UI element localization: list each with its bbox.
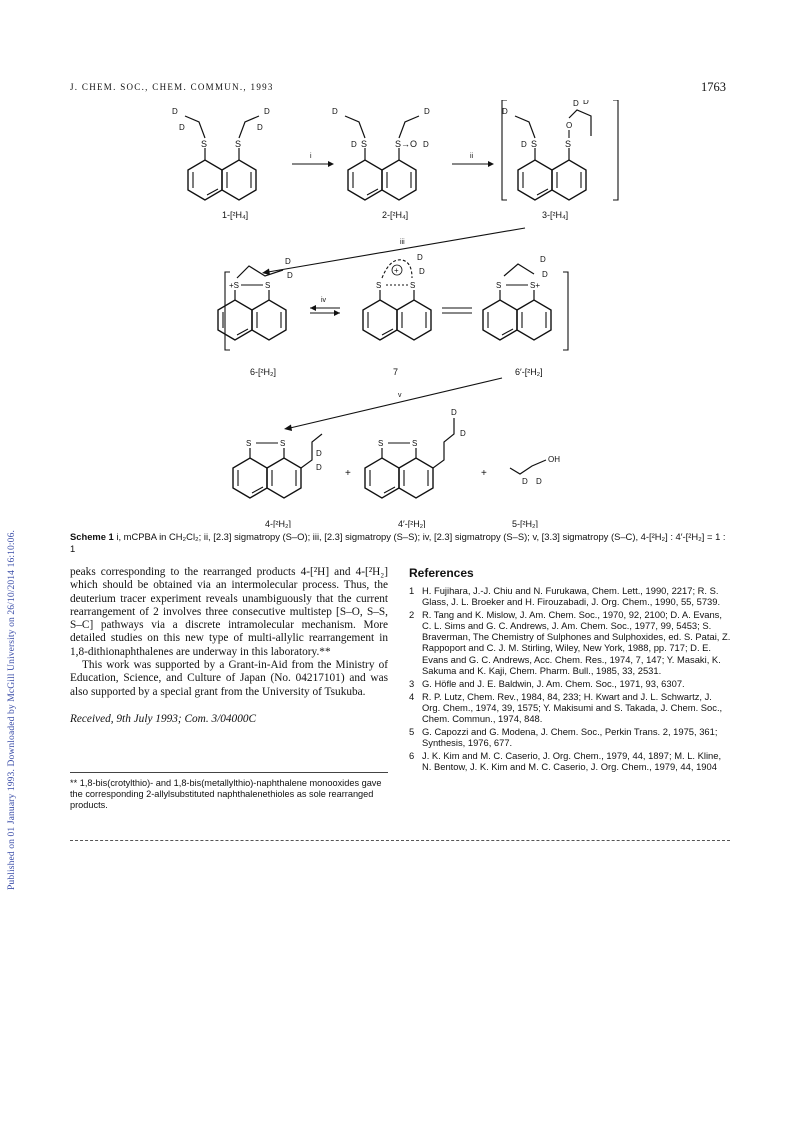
sulfonium-label: +S	[229, 281, 240, 290]
compound-label: 6′-[²H₂]	[515, 367, 543, 377]
deuterium-label: D	[502, 107, 508, 116]
sulfur-label: S	[265, 281, 271, 290]
plus-sign: +	[481, 468, 487, 479]
download-watermark	[4, 250, 16, 890]
deuterium-label: D	[573, 100, 579, 108]
sulfur-label: S	[565, 139, 572, 149]
deuterium-label: D	[583, 100, 589, 106]
references-column	[409, 566, 732, 775]
sulfur-label: S	[361, 139, 368, 149]
step-label: i	[310, 153, 312, 160]
acknowledgement-paragraph: This work was supported by a Grant-in-Aid from the Ministry of Education, Science, and Culture of Japan (No. 04217101) and was also supported by a special grant from the University of Tsukuba.	[70, 659, 388, 698]
deuterium-label: D	[423, 140, 429, 149]
reference-item	[409, 585, 732, 607]
received-line: Received, 9th July 1993; Com. 3/04000C	[70, 712, 257, 725]
running-head: J. CHEM. SOC., CHEM. COMMUN., 1993	[70, 82, 274, 92]
footnote-divider	[70, 772, 388, 773]
sulfur-label: S	[410, 281, 416, 290]
compound-label: 4′-[²H₂]	[398, 519, 426, 528]
body-paragraph: peaks corresponding to the rearranged products 4-[²H] and 4-[²H₂] which should be obtained via an intermolecular process. Thus, the deuterium tracer experiment reveals unambiguously that the current rearrangement of 2 involves three consecutive multistep [S–O, S–S, S–C] pathways via a discrete intramolecular mechanism. More detailed studies on this new type of multi-allylic rearrangement in 1,8-dithionaphthalenes are underway in this laboratory.**	[70, 566, 388, 658]
compound-6-prime	[483, 255, 568, 350]
sulfur-label: S	[280, 439, 286, 448]
reference-number: 6	[409, 750, 415, 762]
reaction-scheme	[150, 100, 650, 528]
deuterium-label: D	[172, 107, 178, 116]
reference-number: 5	[409, 726, 415, 738]
body-text-column	[70, 566, 388, 726]
sulfur-label: S	[378, 439, 384, 448]
sulfur-label: S	[201, 139, 208, 149]
compound-7	[363, 253, 431, 340]
reference-text: R. Tang and K. Mislow, J. Am. Chem. Soc., 1970, 92, 2100; D. A. Evans, C. L. Sims and G. C. Andrews, J. Am. Chem. Soc., 1977, 99, 5453; S. Braverman, The Chemistry of Sulphones and Sulphoxides, ed. S. Patai, Z. Rappoport and C. J. M. Stirling, Wiley, New York, 1988, pp. 717; D. E. Evans and G. C. Andrews, Acc. Chem. Res., 1974, 7, 147; Y. Masaki, K. Sakuma and K. Kaji, Chem. Pharm. Bull., 1985, 33, 2531.	[422, 609, 731, 676]
scheme-caption	[70, 531, 730, 554]
compound-4	[233, 434, 322, 498]
deuterium-label: D	[451, 408, 457, 417]
compound-5	[510, 455, 560, 486]
oxygen-label: O	[566, 121, 573, 130]
deuterium-label: D	[424, 107, 430, 116]
footnote: ** 1,8-bis(crotylthio)- and 1,8-bis(metallylthio)-naphthalene monooxides gave the corresponding 2-allylsubstituted naphthalenethioles as sole rearranged products.	[70, 778, 382, 810]
cation-label: +	[394, 266, 399, 275]
sulfur-label: S	[246, 439, 252, 448]
sulfonium-label: S+	[530, 281, 541, 290]
scheme-caption-text: i, mCPBA in CH₂Cl₂; ii, [2.3] sigmatropy (S–O); iii, [2.3] sigmatropy (S–S); iv, [2.3] sigmatropy (S–S); v, [3.3] sigmatropy (S–C), 4-[²H₂] : 4′-[²H₂] = 1 : 1	[70, 531, 726, 554]
deuterium-label: D	[332, 107, 338, 116]
deuterium-label: D	[521, 140, 527, 149]
deuterium-label: D	[351, 140, 357, 149]
compound-label: 5-[²H₂]	[512, 519, 538, 528]
scheme-caption-label: Scheme 1	[70, 531, 114, 542]
step-label: v	[398, 392, 402, 399]
compound-label: 4-[²H₂]	[265, 519, 291, 528]
deuterium-label: D	[264, 107, 270, 116]
hydroxyl-label: OH	[548, 455, 560, 464]
page-bottom-rule	[70, 840, 730, 841]
sulfur-label: S	[235, 139, 242, 149]
compound-label: 6-[²H₂]	[250, 367, 276, 377]
sulfoxide-label: S→O	[395, 139, 418, 149]
reference-item	[409, 750, 732, 772]
scheme-drawing	[150, 100, 650, 528]
deuterium-label: D	[287, 271, 293, 280]
reference-text: R. P. Lutz, Chem. Rev., 1984, 84, 233; H. Kwart and J. L. Schwartz, J. Org. Chem., 1974, 39, 1575; Y. Makisumi and S. Takada, J. Chem. Soc., Chem. Commun., 1974, 848.	[422, 690, 723, 725]
reference-item	[409, 726, 732, 748]
reference-number: 4	[409, 690, 415, 702]
reference-number: 3	[409, 677, 415, 689]
step-label: iv	[321, 297, 327, 304]
deuterium-label: D	[419, 267, 425, 276]
deuterium-label: D	[540, 255, 546, 264]
sulfur-label: S	[376, 281, 382, 290]
references-heading: References	[409, 566, 474, 580]
deuterium-label: D	[542, 270, 548, 279]
compound-1	[172, 107, 270, 200]
reference-item	[409, 691, 732, 724]
reference-text: G. Höfle and J. E. Baldwin, J. Am. Chem. Soc., 1971, 93, 6307.	[422, 677, 685, 689]
compound-label: 2-[²H₄]	[382, 210, 409, 220]
sulfur-label: S	[496, 281, 502, 290]
step-label: iii	[400, 239, 405, 246]
reference-text: J. K. Kim and M. C. Caserio, J. Org. Chem., 1979, 44, 1897; M. L. Kline, N. Bentow, J. K. Kim and M. C. Caserio, J. Org. Chem., 1979, 44, 1904	[422, 750, 722, 773]
reference-text: H. Fujihara, J.-J. Chiu and N. Furukawa, Chem. Lett., 1990, 2217; R. S. Glass, J. L. Broeker and H. Firouzabadi, J. Org. Chem., 1990, 55, 5739.	[422, 585, 721, 608]
sulfur-label: S	[412, 439, 418, 448]
deuterium-label: D	[460, 429, 466, 438]
deuterium-label: D	[316, 463, 322, 472]
compound-label: 7	[393, 367, 399, 377]
step-label: ii	[470, 153, 474, 160]
compound-3	[502, 100, 618, 200]
reference-number: 2	[409, 609, 415, 621]
reference-item	[409, 678, 732, 689]
download-watermark-text: Published on 01 January 1993. Downloaded by McGill University on 26/10/2014 16:10:06.	[6, 530, 17, 890]
reference-text: G. Capozzi and G. Modena, J. Chem. Soc., Perkin Trans. 2, 1975, 361; Synthesis, 1976, 677.	[422, 726, 718, 749]
compound-label: 3-[²H₄]	[542, 210, 569, 220]
deuterium-label: D	[257, 123, 263, 132]
references-list	[409, 585, 732, 773]
compound-4-prime	[365, 408, 466, 498]
compound-6	[218, 257, 293, 350]
deuterium-label: D	[285, 257, 291, 266]
deuterium-label: D	[179, 123, 185, 132]
compound-label: 1-[²H₄]	[222, 210, 249, 220]
sulfur-label: S	[531, 139, 538, 149]
deuterium-label: D	[522, 477, 528, 486]
page-number: 1763	[701, 80, 726, 94]
reference-item	[409, 609, 732, 676]
compound-2	[332, 107, 430, 200]
deuterium-label: D	[417, 253, 423, 262]
reference-number: 1	[409, 585, 415, 596]
deuterium-label: D	[316, 449, 322, 458]
deuterium-label: D	[536, 477, 542, 486]
plus-sign: +	[345, 468, 351, 479]
